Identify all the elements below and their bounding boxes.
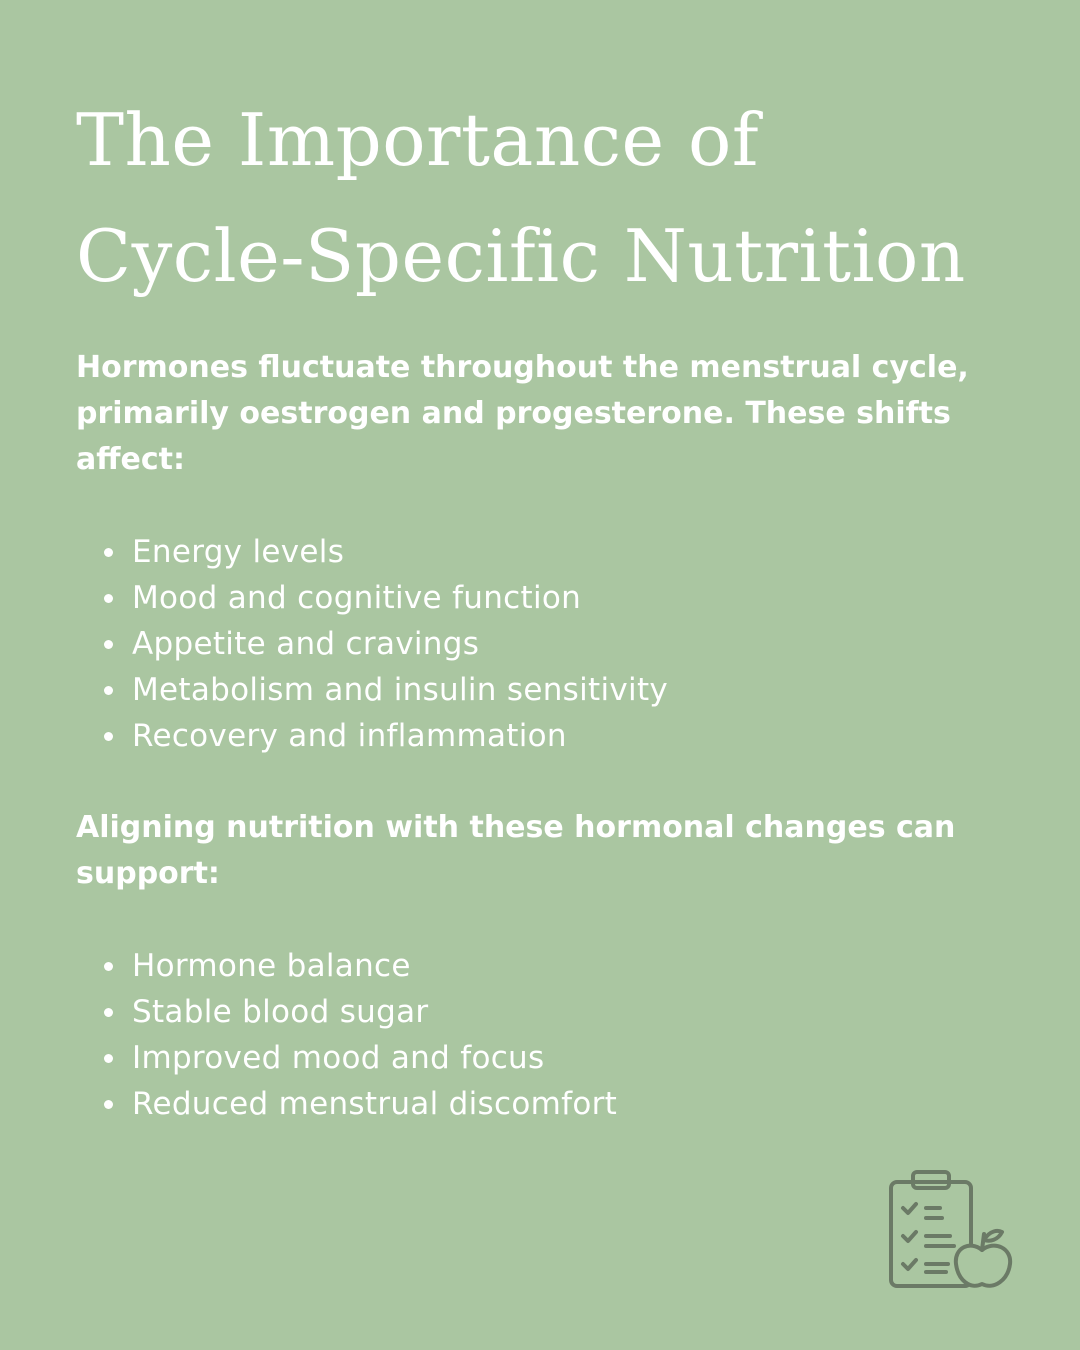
bullet-dot bbox=[104, 962, 113, 971]
list-item bbox=[76, 1035, 976, 1081]
page-title bbox=[76, 82, 1036, 314]
clipboard-checklist-apple-icon bbox=[884, 1168, 1016, 1294]
list-item bbox=[76, 621, 976, 667]
list-item bbox=[76, 713, 976, 759]
list-item-text: Recovery and inflammation bbox=[132, 718, 567, 754]
title-line-2: Cycle-Specific Nutrition bbox=[76, 214, 966, 298]
list-item-text: Stable blood sugar bbox=[132, 994, 429, 1030]
list-item-text: Energy levels bbox=[132, 534, 345, 570]
list-item-text: Hormone balance bbox=[132, 948, 411, 984]
bullet-dot bbox=[104, 732, 113, 741]
bullet-dot bbox=[104, 1100, 113, 1109]
bullet-dot bbox=[104, 640, 113, 649]
support-intro-paragraph: Aligning nutrition with these hormonal changes can support: bbox=[76, 810, 956, 891]
intro-paragraph: Hormones fluctuate throughout the menstrual cycle, primarily oestrogen and progesterone. These shifts affect: bbox=[76, 350, 969, 477]
bullet-dot bbox=[104, 594, 113, 603]
bullet-dot bbox=[104, 686, 113, 695]
list-item-text: Metabolism and insulin sensitivity bbox=[132, 672, 669, 708]
list-item bbox=[76, 529, 976, 575]
list-item-text: Mood and cognitive function bbox=[132, 580, 582, 616]
list-item bbox=[76, 989, 976, 1035]
list-item bbox=[76, 1081, 976, 1127]
affects-list bbox=[76, 529, 976, 759]
bullet-dot bbox=[104, 1008, 113, 1017]
list-item-text: Reduced menstrual discomfort bbox=[132, 1086, 618, 1122]
title-line-1: The Importance of bbox=[76, 98, 760, 182]
list-item-text: Appetite and cravings bbox=[132, 626, 480, 662]
list-item bbox=[76, 575, 976, 621]
list-item bbox=[76, 667, 976, 713]
bullet-dot bbox=[104, 548, 113, 557]
bullet-dot bbox=[104, 1054, 113, 1063]
supports-list bbox=[76, 943, 976, 1127]
list-item-text: Improved mood and focus bbox=[132, 1040, 545, 1076]
list-item bbox=[76, 943, 976, 989]
